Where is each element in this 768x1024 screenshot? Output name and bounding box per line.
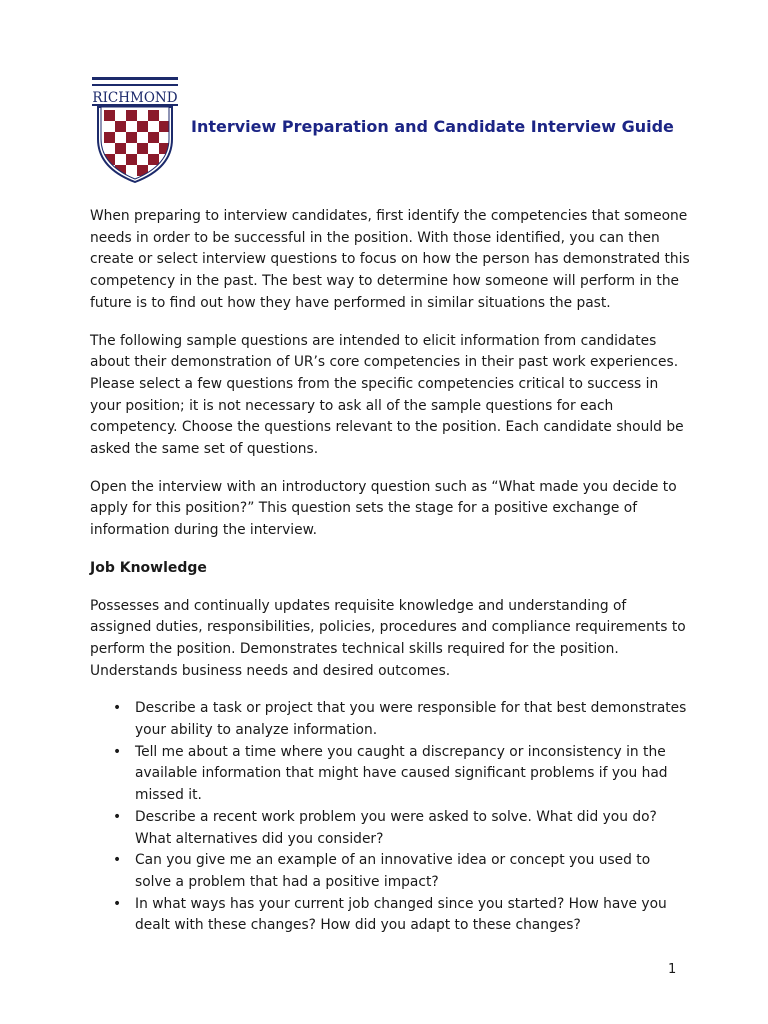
list-item [90,698,690,741]
logo-wordmark: RICHMOND [92,90,178,106]
bullet-icon: • [113,852,122,869]
intro-paragraph-2: The following sample questions are intended to elicit information from candidates about their demonstration of UR’s core competencies in their past work experiences. Please select a few questions from the specific competencies critical to success in your position; it is not necessary to ask all of the sample questions for each competency. Choose the questions relevant to the position. Each candidate should be asked the same set of questions. [90,332,684,458]
bullet-icon: • [113,743,122,760]
richmond-shield-logo [90,77,180,183]
document-body [90,206,690,937]
section-heading: Job Knowledge [90,559,207,576]
intro-paragraph-3: Open the interview with an introductory question such as “What made you decide to apply for this position?” This question sets the stage for a positive exchange of information during the interview. [90,478,677,539]
page-number: 1 [668,962,677,977]
question-text: Tell me about a time where you caught a discrepancy or inconsistency in the available information that might have caused significant problems if you had missed it. [135,743,668,804]
question-text: Can you give me an example of an innovative idea or concept you used to solve a problem that had a positive impact? [135,852,651,890]
question-text: In what ways has your current job changed since you started? How have you dealt with these changes? How did you adapt to these changes? [135,895,667,934]
bullet-icon: • [113,895,122,912]
bullet-icon: • [113,700,122,717]
bullet-icon: • [113,808,122,825]
list-item [90,742,690,807]
question-text: Describe a task or project that you were responsible for that best demonstrates your ability to analyze information. [135,700,687,739]
question-list [90,698,690,937]
question-text: Describe a recent work problem you were asked to solve. What did you do? What alternatives did you consider? [135,808,657,847]
list-item [90,807,690,850]
page-title: Interview Preparation and Candidate Interview Guide [191,117,674,136]
intro-paragraph-1: When preparing to interview candidates, first identify the competencies that someone needs in order to be successful in the position. With those identified, you can then create or select interview questions to focus on how the person has demonstrated this competency in the past. The best way to determine how someone will perform in the future is to find out how they have performed in similar situations the past. [90,208,690,311]
list-item [90,894,690,937]
list-item [90,850,690,893]
section-description: Possesses and continually updates requisite knowledge and understanding of assigned duties, responsibilities, policies, procedures and compliance requirements to perform the position. Demonstrates technical skills required for the position. Understands business needs and desired outcomes. [90,597,686,679]
